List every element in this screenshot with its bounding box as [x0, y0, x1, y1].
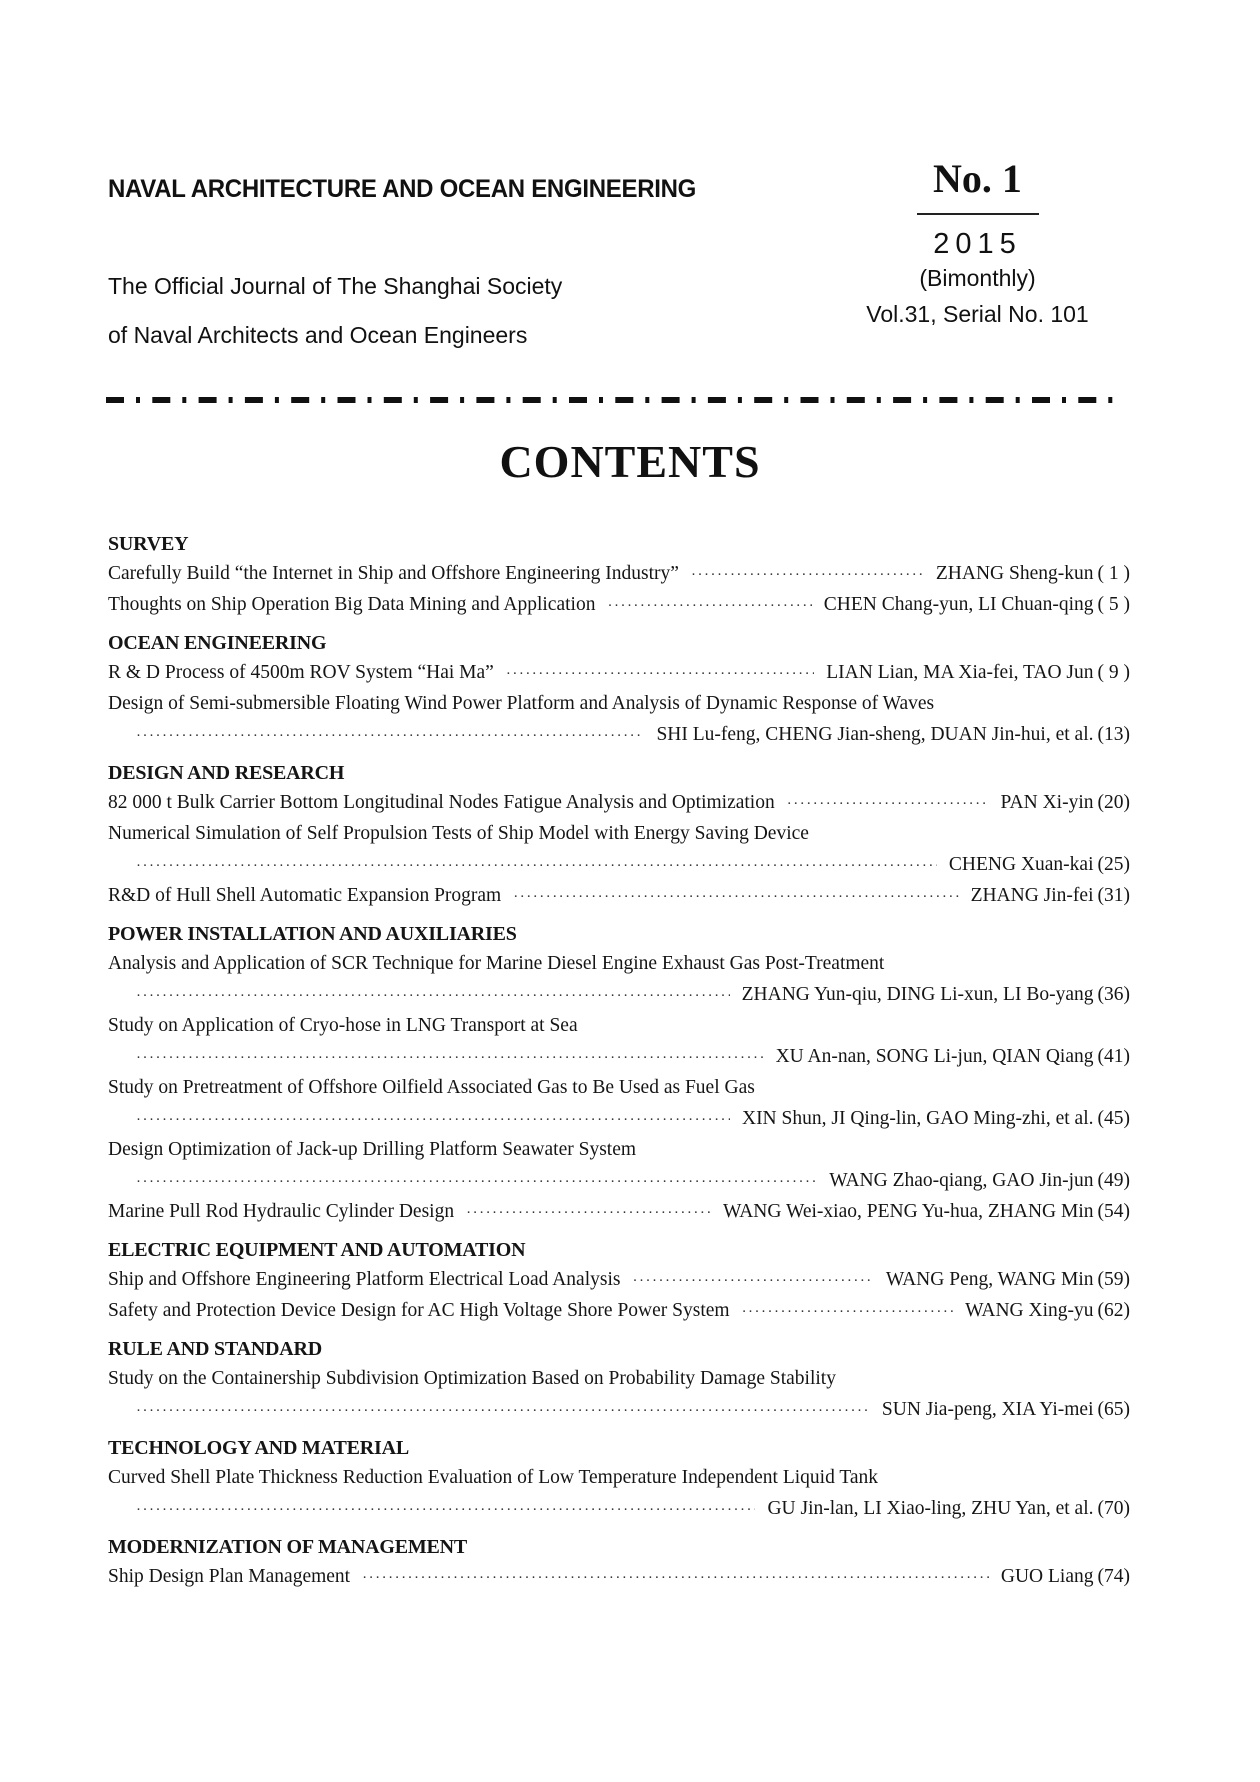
dot-leader: [136, 721, 644, 752]
toc-section: [108, 759, 1130, 911]
divider-dash: [476, 397, 494, 403]
article-title: Safety and Protection Device Design for AC High Voltage Shore Power System: [108, 1300, 730, 1321]
article-authors: XIN Shun, JI Qing-lin, GAO Ming-zhi, et al.: [741, 1108, 1094, 1129]
divider-dash: [384, 397, 402, 403]
divider-dot: [506, 397, 510, 403]
entry-author-line: [108, 719, 1130, 750]
toc-section: [108, 1236, 1130, 1326]
dot-leader: [513, 882, 958, 913]
entry-line: [108, 787, 1130, 818]
divider-dot: [368, 397, 372, 403]
toc-entry: [108, 1072, 1130, 1134]
section-title: MODERNIZATION OF MANAGEMENT: [108, 1536, 468, 1558]
journal-subtitle-line-2: of Naval Architects and Ocean Engineers: [108, 322, 528, 348]
issue-divider: [917, 213, 1039, 215]
divider-dot: [321, 397, 325, 403]
toc-entry: [108, 589, 1130, 620]
divider-dot: [969, 397, 973, 403]
page-number: (59): [1097, 1269, 1130, 1290]
article-title: Ship Design Plan Management: [108, 1566, 351, 1587]
page-number: (74): [1097, 1566, 1130, 1587]
toc-entry: [108, 558, 1130, 589]
article-authors: XU An-nan, SONG Li-jun, QIAN Qiang: [775, 1046, 1094, 1067]
dot-leader: [136, 1167, 817, 1198]
divider-dot: [831, 397, 835, 403]
divider-dash: [523, 397, 541, 403]
divider-dot: [229, 397, 233, 403]
entry-line: [108, 1295, 1130, 1326]
entry-title-line: [108, 1462, 1130, 1493]
divider-dot: [414, 397, 418, 403]
toc-entry: [108, 787, 1130, 818]
divider-dot: [692, 397, 696, 403]
entry-line: [108, 558, 1130, 589]
divider-dot: [182, 397, 186, 403]
article-authors: WANG Zhao-qiang, GAO Jin-jun: [829, 1170, 1094, 1191]
divider-dash: [199, 397, 217, 403]
article-authors: CHEN Chang-yun, LI Chuan-qing: [823, 594, 1094, 615]
divider-dot: [460, 397, 464, 403]
divider-dash: [615, 397, 633, 403]
toc-section: [108, 629, 1130, 750]
entry-author-line: [108, 1165, 1130, 1196]
divider-dot: [784, 397, 788, 403]
section-title: OCEAN ENGINEERING: [108, 632, 327, 654]
page-number: (31): [1097, 885, 1130, 906]
entry-line: [108, 1561, 1130, 1592]
divider-dash: [939, 397, 957, 403]
dash-dot-divider: [106, 397, 1124, 403]
dot-leader: [742, 1297, 954, 1328]
divider-dash: [338, 397, 356, 403]
divider-dot: [738, 397, 742, 403]
divider-dash: [569, 397, 587, 403]
entry-title-line: [108, 1072, 1130, 1103]
divider-dash: [291, 397, 309, 403]
article-title: Curved Shell Plate Thickness Reduction Evaluation of Low Temperature Independent Liquid Tank: [108, 1467, 879, 1488]
divider-dot: [275, 397, 279, 403]
table-of-contents: [108, 530, 1130, 1601]
issue-year: 2015: [933, 228, 1022, 260]
entry-title-line: [108, 1134, 1130, 1165]
divider-dash: [152, 397, 170, 403]
toc-section: [108, 1434, 1130, 1524]
journal-title: NAVAL ARCHITECTURE AND OCEAN ENGINEERING: [108, 175, 697, 203]
page-number: (54): [1097, 1201, 1130, 1222]
article-title: R & D Process of 4500m ROV System “Hai Ma”: [108, 662, 494, 683]
entry-author-line: [108, 1041, 1130, 1072]
dot-leader: [362, 1563, 989, 1594]
article-title: Carefully Build “the Internet in Ship and Offshore Engineering Industry”: [108, 563, 679, 584]
page-number: (65): [1097, 1399, 1130, 1420]
toc-entry: [108, 1264, 1130, 1295]
entry-title-line: [108, 1363, 1130, 1394]
toc-section: [108, 530, 1130, 620]
toc-entry: [108, 818, 1130, 880]
entry-line: [108, 657, 1130, 688]
section-title: DESIGN AND RESEARCH: [108, 762, 345, 784]
divider-dash: [662, 397, 680, 403]
dot-leader: [607, 591, 811, 622]
article-title: Study on Application of Cryo-hose in LNG Transport at Sea: [108, 1015, 578, 1036]
toc-section: [108, 920, 1130, 1227]
page-number: (41): [1097, 1046, 1130, 1067]
toc-entry: [108, 948, 1130, 1010]
section-title: TECHNOLOGY AND MATERIAL: [108, 1437, 409, 1459]
divider-dash: [847, 397, 865, 403]
page-number: (36): [1097, 984, 1130, 1005]
dot-leader: [136, 1105, 730, 1136]
toc-entry: [108, 688, 1130, 750]
divider-dash: [893, 397, 911, 403]
divider-dash: [1078, 397, 1096, 403]
divider-dot: [136, 397, 140, 403]
article-title: Analysis and Application of SCR Technique for Marine Diesel Engine Exhaust Gas Post-Treatment: [108, 953, 885, 974]
article-title: Thoughts on Ship Operation Big Data Mining and Application: [108, 594, 596, 615]
page-number: ( 9 ): [1097, 662, 1130, 683]
dot-leader: [632, 1266, 873, 1297]
entry-title-line: [108, 1010, 1130, 1041]
entry-line: [108, 1264, 1130, 1295]
section-title: RULE AND STANDARD: [108, 1338, 323, 1360]
article-title: R&D of Hull Shell Automatic Expansion Program: [108, 885, 502, 906]
article-authors: SHI Lu-feng, CHENG Jian-sheng, DUAN Jin-hui, et al.: [656, 724, 1094, 745]
divider-dash: [1032, 397, 1050, 403]
issue-volume: Vol.31, Serial No. 101: [866, 301, 1089, 327]
dot-leader: [136, 1043, 764, 1074]
issue-number: No. 1: [933, 156, 1022, 201]
divider-dot: [877, 397, 881, 403]
article-authors: ZHANG Sheng-kun: [935, 563, 1094, 584]
divider-dot: [599, 397, 603, 403]
dot-leader: [136, 981, 730, 1012]
divider-dash: [106, 397, 124, 403]
article-authors: CHENG Xuan-kai: [948, 854, 1094, 875]
entry-author-line: [108, 1103, 1130, 1134]
divider-dash: [430, 397, 448, 403]
article-authors: ZHANG Yun-qiu, DING Li-xun, LI Bo-yang: [741, 984, 1094, 1005]
entry-author-line: [108, 849, 1130, 880]
article-title: Design Optimization of Jack-up Drilling Platform Seawater System: [108, 1139, 637, 1160]
divider-dot: [1016, 397, 1020, 403]
article-authors: ZHANG Jin-fei: [970, 885, 1094, 906]
divider-dash: [245, 397, 263, 403]
dot-leader: [691, 560, 924, 591]
page-number: ( 1 ): [1097, 563, 1130, 584]
entry-author-line: [108, 1493, 1130, 1524]
article-title: Design of Semi-submersible Floating Wind Power Platform and Analysis of Dynamic Response of Waves: [108, 693, 935, 714]
dot-leader: [136, 851, 937, 882]
article-authors: PAN Xi-yin: [1000, 792, 1094, 813]
page-number: (70): [1097, 1498, 1130, 1519]
toc-entry: [108, 1010, 1130, 1072]
entry-author-line: [108, 1394, 1130, 1425]
dot-leader: [136, 1396, 870, 1427]
article-title: Ship and Offshore Engineering Platform Electrical Load Analysis: [108, 1269, 621, 1290]
page-number: (13): [1097, 724, 1130, 745]
entry-author-line: [108, 979, 1130, 1010]
toc-entry: [108, 1295, 1130, 1326]
toc-entry: [108, 1462, 1130, 1524]
toc-section: [108, 1533, 1130, 1592]
entry-title-line: [108, 818, 1130, 849]
divider-dot: [645, 397, 649, 403]
article-authors: LIAN Lian, MA Xia-fei, TAO Jun: [826, 662, 1094, 683]
toc-section: [108, 1335, 1130, 1425]
divider-dash: [708, 397, 726, 403]
dot-leader: [506, 659, 814, 690]
dot-leader: [787, 789, 989, 820]
article-authors: WANG Wei-xiao, PENG Yu-hua, ZHANG Min: [722, 1201, 1094, 1222]
toc-entry: [108, 1363, 1130, 1425]
issue-frequency: (Bimonthly): [919, 265, 1036, 291]
article-title: Numerical Simulation of Self Propulsion Tests of Ship Model with Energy Saving Device: [108, 823, 809, 844]
toc-entry: [108, 657, 1130, 688]
entry-line: [108, 880, 1130, 911]
divider-dash: [801, 397, 819, 403]
section-title: POWER INSTALLATION AND AUXILIARIES: [108, 923, 517, 945]
article-authors: GUO Liang: [1000, 1566, 1094, 1587]
article-authors: WANG Xing-yu: [965, 1300, 1094, 1321]
page-number: (45): [1097, 1108, 1130, 1129]
divider-dot: [1108, 397, 1112, 403]
entry-title-line: [108, 688, 1130, 719]
toc-entry: [108, 880, 1130, 911]
entry-title-line: [108, 948, 1130, 979]
divider-dash: [754, 397, 772, 403]
article-title: Study on the Containership Subdivision Optimization Based on Probability Damage Stability: [108, 1368, 836, 1389]
entry-line: [108, 589, 1130, 620]
article-title: 82 000 t Bulk Carrier Bottom Longitudinal Nodes Fatigue Analysis and Optimization: [108, 792, 775, 813]
article-title: Study on Pretreatment of Offshore Oilfield Associated Gas to Be Used as Fuel Gas: [108, 1077, 755, 1098]
journal-subtitle-line-1: The Official Journal of The Shanghai Society: [108, 273, 563, 299]
article-authors: SUN Jia-peng, XIA Yi-mei: [881, 1399, 1094, 1420]
article-title: Marine Pull Rod Hydraulic Cylinder Design: [108, 1201, 455, 1222]
page-number: ( 5 ): [1097, 594, 1130, 615]
toc-entry: [108, 1561, 1130, 1592]
divider-dash: [986, 397, 1004, 403]
dot-leader: [136, 1495, 755, 1526]
toc-entry: [108, 1134, 1130, 1196]
divider-dot: [923, 397, 927, 403]
divider-dot: [1062, 397, 1066, 403]
contents-heading: CONTENTS: [499, 436, 761, 487]
issue-info: [845, 155, 1110, 329]
article-authors: GU Jin-lan, LI Xiao-ling, ZHU Yan, et al.: [767, 1498, 1094, 1519]
page-number: (25): [1097, 854, 1130, 875]
page-number: (20): [1097, 792, 1130, 813]
page-number: (62): [1097, 1300, 1130, 1321]
section-title: SURVEY: [108, 533, 189, 555]
section-title: ELECTRIC EQUIPMENT AND AUTOMATION: [108, 1239, 526, 1261]
toc-entry: [108, 1196, 1130, 1227]
divider-dot: [553, 397, 557, 403]
entry-line: [108, 1196, 1130, 1227]
page-number: (49): [1097, 1170, 1130, 1191]
article-authors: WANG Peng, WANG Min: [885, 1269, 1094, 1290]
dot-leader: [466, 1198, 711, 1229]
